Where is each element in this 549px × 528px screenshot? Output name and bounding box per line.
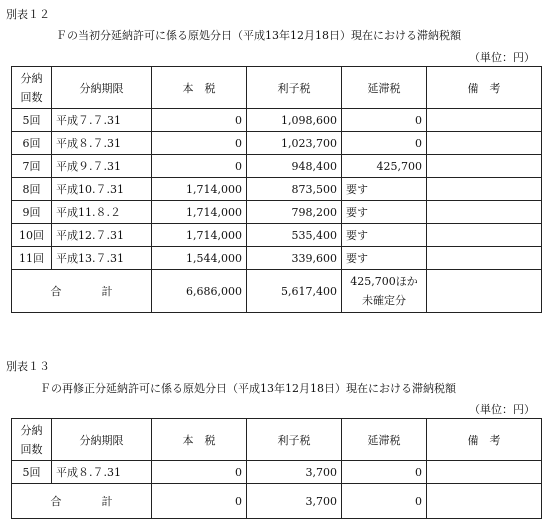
header-installment-no: 分納 回数 [12, 419, 52, 461]
row-principal: 0 [152, 109, 247, 132]
header-interest: 利子税 [247, 67, 342, 109]
table-row [12, 461, 542, 484]
table13-label: 別表１３ [6, 360, 50, 373]
total-interest: 5,617,400 [247, 270, 342, 313]
row-deadline: 平成12.７.31 [52, 224, 152, 247]
total-remarks [427, 484, 542, 519]
row-remarks [427, 247, 542, 270]
row-delinquency: 要す [342, 178, 427, 201]
table-row [12, 109, 542, 132]
row-remarks [427, 132, 542, 155]
header-principal: 本 税 [152, 419, 247, 461]
row-no: 5回 [12, 461, 52, 484]
row-remarks [427, 155, 542, 178]
header-remarks: 備 考 [427, 67, 542, 109]
row-deadline: 平成13.７.31 [52, 247, 152, 270]
table12-total-row [12, 270, 542, 313]
header-installment-no: 分納 回数 [12, 67, 52, 109]
row-principal: 1,714,000 [152, 224, 247, 247]
total-delinquency: 425,700ほか 未確定分 [342, 270, 427, 313]
row-delinquency: 要す [342, 201, 427, 224]
header-delinquency: 延滞税 [342, 419, 427, 461]
row-delinquency: 0 [342, 109, 427, 132]
row-deadline: 平成８.７.31 [52, 461, 152, 484]
header-principal: 本 税 [152, 67, 247, 109]
row-deadline: 平成７.７.31 [52, 109, 152, 132]
row-interest: 1,098,600 [247, 109, 342, 132]
table12-label: 別表１２ [6, 8, 50, 21]
row-remarks [427, 224, 542, 247]
table-row [12, 155, 542, 178]
total-remarks [427, 270, 542, 313]
table13-total-row [12, 484, 542, 519]
table-row [12, 178, 542, 201]
header-remarks: 備 考 [427, 419, 542, 461]
row-remarks [427, 201, 542, 224]
table12-unit: （単位：円） [469, 51, 535, 64]
table12-title: Ｆの当初分延納許可に係る原処分日（平成13年12月18日）現在における滞納税額 [56, 29, 461, 42]
row-deadline: 平成10.７.31 [52, 178, 152, 201]
table-row [12, 224, 542, 247]
row-no: 10回 [12, 224, 52, 247]
row-delinquency: 0 [342, 132, 427, 155]
row-delinquency: 425,700 [342, 155, 427, 178]
row-interest: 535,400 [247, 224, 342, 247]
row-interest: 3,700 [247, 461, 342, 484]
table13-header-row [12, 419, 542, 461]
row-interest: 873,500 [247, 178, 342, 201]
row-deadline: 平成11.８.２ [52, 201, 152, 224]
row-no: 6回 [12, 132, 52, 155]
row-interest: 798,200 [247, 201, 342, 224]
row-principal: 0 [152, 132, 247, 155]
table-row [12, 247, 542, 270]
table13 [11, 418, 542, 519]
table-row [12, 132, 542, 155]
row-delinquency: 0 [342, 461, 427, 484]
table13-unit: （単位：円） [469, 403, 535, 416]
total-label: 合 計 [12, 270, 152, 313]
row-interest: 1,023,700 [247, 132, 342, 155]
row-interest: 948,400 [247, 155, 342, 178]
header-delinquency: 延滞税 [342, 67, 427, 109]
header-interest: 利子税 [247, 419, 342, 461]
row-remarks [427, 109, 542, 132]
total-label: 合 計 [12, 484, 152, 519]
table13-title: Ｆの再修正分延納許可に係る原処分日（平成13年12月18日）現在における滞納税額 [40, 382, 456, 395]
header-deadline: 分納期限 [52, 67, 152, 109]
table12-header-row [12, 67, 542, 109]
row-delinquency: 要す [342, 224, 427, 247]
row-remarks [427, 461, 542, 484]
total-delinquency: 0 [342, 484, 427, 519]
row-principal: 1,714,000 [152, 201, 247, 224]
row-principal: 1,714,000 [152, 178, 247, 201]
row-remarks [427, 178, 542, 201]
table12 [11, 66, 542, 313]
row-principal: 0 [152, 155, 247, 178]
row-no: 11回 [12, 247, 52, 270]
row-no: 7回 [12, 155, 52, 178]
row-deadline: 平成８.７.31 [52, 132, 152, 155]
row-principal: 1,544,000 [152, 247, 247, 270]
row-interest: 339,600 [247, 247, 342, 270]
total-principal: 6,686,000 [152, 270, 247, 313]
header-deadline: 分納期限 [52, 419, 152, 461]
table-row [12, 201, 542, 224]
row-no: 8回 [12, 178, 52, 201]
total-principal: 0 [152, 484, 247, 519]
row-deadline: 平成９.７.31 [52, 155, 152, 178]
row-no: 5回 [12, 109, 52, 132]
row-principal: 0 [152, 461, 247, 484]
total-interest: 3,700 [247, 484, 342, 519]
row-no: 9回 [12, 201, 52, 224]
row-delinquency: 要す [342, 247, 427, 270]
